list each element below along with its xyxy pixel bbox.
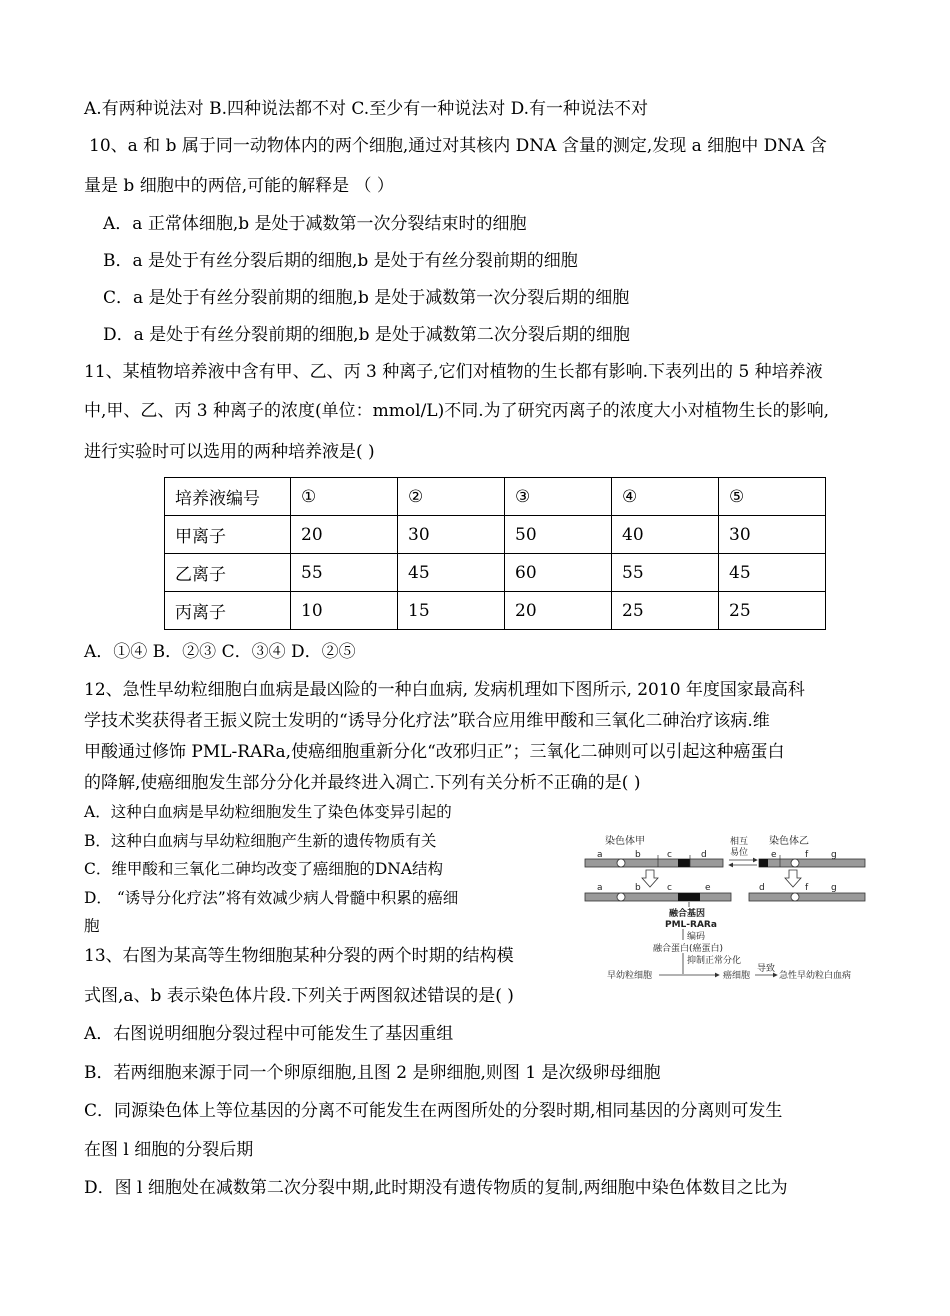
q12-option-a: A．这种白血病是早幼粒细胞发生了染色体变异引起的 <box>84 803 452 821</box>
q11-stem-line3: 进行实验时可以选用的两种培养液是( ) <box>84 442 375 462</box>
q13-stem-line1: 13、右图为某高等生物细胞某种分裂的两个时期的结构模 <box>84 946 514 966</box>
segment-c: c <box>667 850 672 860</box>
segment-e: e <box>771 850 777 860</box>
table-row <box>165 554 826 592</box>
q12-option-d-cont: 胞 <box>84 917 100 935</box>
result-segment-g: g <box>831 883 837 893</box>
q10-option-d: D．a 是处于有丝分裂前期的细胞,b 是处于减数第二次分裂后期的细胞 <box>103 325 630 345</box>
q13-option-a: A．右图说明细胞分裂过程中可能发生了基因重组 <box>84 1024 454 1044</box>
fusion-protein-label: 融合蛋白(癌蛋白) <box>653 944 724 954</box>
q10-stem-line2: 量是 b 细胞中的两倍,可能的解释是 （ ） <box>84 176 394 196</box>
table-row <box>165 516 826 554</box>
table-cell: ⑤ <box>719 478 826 516</box>
segment-f: f <box>805 850 809 860</box>
q13-option-c-cont: 在图 l 细胞的分裂后期 <box>84 1140 254 1160</box>
result-segment-d: d <box>759 883 765 893</box>
q12-stem-line2: 学技术奖获得者王振义院士发明的“诱导分化疗法”联合应用维甲酸和三氧化二砷治疗该病.维 <box>84 711 770 731</box>
table-cell: 20 <box>505 592 612 630</box>
result-segment-f: f <box>805 883 809 893</box>
q10-stem-line1: 10、a 和 b 属于同一动物体内的两个细胞,通过对其核内 DNA 含量的测定,发现 a 细胞中 DNA 含 <box>89 136 827 156</box>
table-row <box>165 592 826 630</box>
q13-option-b: B．若两细胞来源于同一个卵原细胞,且图 2 是卵细胞,则图 1 是次级卵母细胞 <box>84 1063 661 1083</box>
table-cell: 培养液编号 <box>165 478 291 516</box>
q11-options: A．①④ B．②③ C．③④ D．②⑤ <box>84 642 356 662</box>
q13-option-c: C．同源染色体上等位基因的分离不可能发生在两图所处的分裂时期,相同基因的分离则可发生 <box>84 1101 783 1121</box>
q11-stem-line2: 中,甲、乙、丙 3 种离子的浓度(单位：mmol/L)不同.为了研究丙离子的浓度大小对植物生长的影响, <box>84 401 830 421</box>
table-cell: 30 <box>719 516 826 554</box>
table-cell: 45 <box>719 554 826 592</box>
table-cell: 15 <box>398 592 505 630</box>
q12-option-d: D． “诱导分化疗法”将有效减少病人骨髓中积累的癌细 <box>84 889 459 907</box>
table-cell: 丙离子 <box>165 592 291 630</box>
translocation-label-2: 易位 <box>730 848 749 858</box>
table-cell: 20 <box>291 516 398 554</box>
table-cell: ② <box>398 478 505 516</box>
table-cell: ④ <box>612 478 719 516</box>
segment-b: b <box>635 850 641 860</box>
down-arrow-icon <box>785 870 801 887</box>
segment-a: a <box>597 850 603 860</box>
table-cell: ③ <box>505 478 612 516</box>
table-cell: 55 <box>612 554 719 592</box>
translocation-label-1: 相互 <box>730 837 749 847</box>
result-chromosome-b <box>749 893 865 901</box>
cancer-cell-label: 癌细胞 <box>723 971 751 981</box>
q10-option-c: C．a 是处于有丝分裂前期的细胞,b 是处于减数第一次分裂后期的细胞 <box>103 288 630 308</box>
table-cell: 25 <box>719 592 826 630</box>
result-segment-c: c <box>667 883 672 893</box>
down-arrow-icon <box>642 870 658 887</box>
q12-option-c: C．维甲酸和三氧化二砷均改变了癌细胞的DNA结构 <box>84 860 444 878</box>
table-cell: 甲离子 <box>165 516 291 554</box>
disease-label: 急性早幼粒白血病 <box>779 971 852 981</box>
chromosome-a-label: 染色体甲 <box>605 836 645 847</box>
result-segment-e: e <box>705 883 711 893</box>
result-segment-b: b <box>635 883 641 893</box>
table-cell: 45 <box>398 554 505 592</box>
table-cell: 30 <box>398 516 505 554</box>
q12-stem-line4: 的降解,使癌细胞发生部分分化并最终进入凋亡.下列有关分析不正确的是( ) <box>84 773 641 793</box>
result-chromosome-a <box>585 893 731 901</box>
table-cell: 55 <box>291 554 398 592</box>
q13-stem-line2: 式图,a、b 表示染色体片段.下列关于两图叙述错误的是( ) <box>84 986 514 1006</box>
encode-label: 编码 <box>687 932 706 942</box>
culture-solution-table <box>164 477 826 630</box>
segment-d: d <box>701 850 707 860</box>
result-segment-a: a <box>597 883 603 893</box>
table-cell: ① <box>291 478 398 516</box>
q12-stem-line1: 12、急性早幼粒细胞白血病是最凶险的一种白血病, 发病机理如下图所示, 2010 年度国家最高科 <box>84 680 805 700</box>
table-cell: 乙离子 <box>165 554 291 592</box>
table-cell: 25 <box>612 592 719 630</box>
cause-label: 导致 <box>757 964 776 974</box>
table-cell: 60 <box>505 554 612 592</box>
fusion-gene-label: 融合基因 <box>669 909 706 919</box>
q13-option-d: D．图 l 细胞处在减数第二次分裂中期,此时期没有遗传物质的复制,两细胞中染色体数目之比为 <box>84 1178 788 1198</box>
inhibit-label: 抑制正常分化 <box>687 956 742 966</box>
table-cell: 50 <box>505 516 612 554</box>
chromosome-b-label: 染色体乙 <box>769 836 809 847</box>
q12-stem-line3: 甲酸通过修饰 PML-RARa,使癌细胞重新分化“改邪归正”；三氧化二砷则可以引起这种癌蛋白 <box>84 742 785 762</box>
q11-stem-line1: 11、某植物培养液中含有甲、乙、丙 3 种离子,它们对植物的生长都有影响.下表列出的 5 种培养液 <box>84 362 823 382</box>
q12-option-b: B．这种白血病与早幼粒细胞产生新的遗传物质有关 <box>84 832 437 850</box>
translocation-figure <box>583 832 868 982</box>
q10-option-b: B．a 是处于有丝分裂后期的细胞,b 是处于有丝分裂前期的细胞 <box>103 251 578 271</box>
table-cell: 10 <box>291 592 398 630</box>
q9-options: A.有两种说法对 B.四种说法都不对 C.至少有一种说法对 D.有一种说法不对 <box>84 99 649 119</box>
fusion-gene-name: PML-RARa <box>665 920 717 930</box>
q10-option-a: A．a 正常体细胞,b 是处于减数第一次分裂结束时的细胞 <box>103 214 527 234</box>
table-header-row <box>165 478 826 516</box>
segment-g: g <box>831 850 837 860</box>
table-cell: 40 <box>612 516 719 554</box>
promyelocyte-label: 早幼粒细胞 <box>607 971 653 981</box>
